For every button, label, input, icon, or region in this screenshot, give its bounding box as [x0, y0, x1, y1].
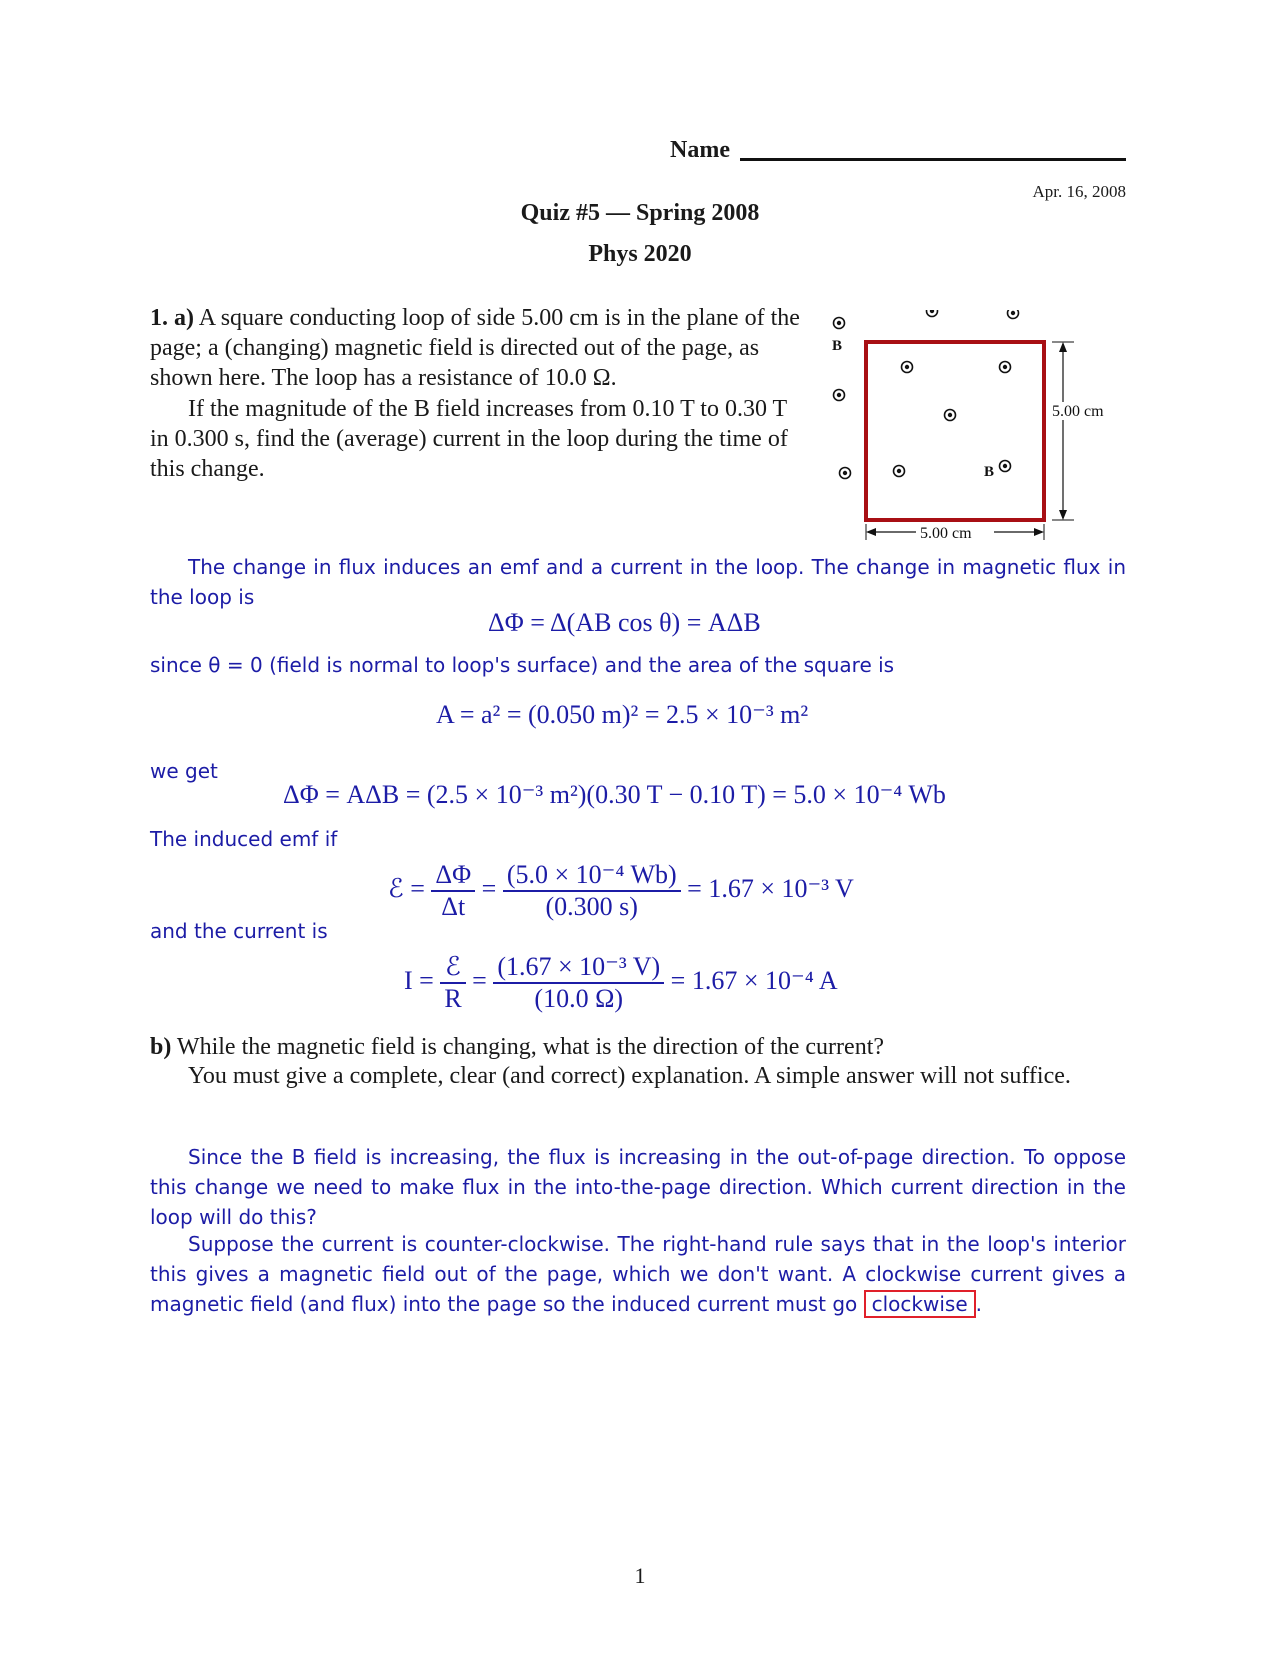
part-b-label: b): [150, 1034, 172, 1060]
current-lhs: I =: [404, 965, 434, 995]
b-field-label-inside: B: [984, 464, 995, 480]
equation-flux-value: ΔΦ = AΔB = (2.5 × 10⁻³ m²)(0.30 T − 0.10 T) = 5.0 × 10⁻⁴ Wb: [283, 780, 946, 809]
emf-fraction-1: $\frac{\Delta\Phi}{\Delta t}$: [431, 860, 475, 922]
answer-period: .: [975, 1292, 982, 1316]
solution-b-para-2: [150, 1229, 1126, 1319]
field-dots: [834, 310, 1019, 479]
solution-emf-intro: The induced emf if: [150, 827, 338, 851]
equation-flux-change: ΔΦ = Δ(AB cos θ) = AΔB: [488, 608, 761, 637]
emf-equals: =: [481, 873, 497, 903]
solution-b-para-2-text: Suppose the current is counter-clockwise. The right-hand rule says that in the loop's interior this gives a magnetic field out of the page, which we don't want. A clockwise current gives a magnetic field (and flux) into the page so the induced current must go: [150, 1232, 1126, 1316]
page-number: 1: [634, 1563, 646, 1588]
solution-we-get: we get: [150, 759, 218, 783]
dimension-label-right: 5.00 cm: [1052, 403, 1104, 420]
problem-part-a: [150, 303, 802, 393]
part-a-question: If the magnitude of the B field increases from 0.10 T to 0.30 T in 0.300 s, find the (average) current in the loop during the time of this change.: [150, 396, 788, 482]
equation-current: [404, 952, 838, 1014]
problem-number: 1.: [150, 305, 168, 331]
conducting-loop: [866, 342, 1044, 520]
solution-current-intro: and the current is: [150, 919, 328, 943]
part-a-label: a): [174, 305, 194, 331]
current-fraction-2: $\frac{\text{(1.67 × 10⁻³ V)}}{(10.0 \Omega)}$: [493, 952, 664, 1014]
solution-since: since θ = 0 (field is normal to loop's surface) and the area of the square is: [150, 653, 895, 677]
part-b-instructions: You must give a complete, clear (and correct) explanation. A simple answer will not suffice.: [188, 1063, 1071, 1089]
dimension-label-bottom: 5.00 cm: [920, 525, 972, 542]
solution-b-para-1: Since the B field is increasing, the flux is increasing in the out-of-page direction. To oppose this change we need to make flux in the into-the-page direction. Which current direction in the loop will do this?: [150, 1145, 1126, 1229]
emf-rhs: = 1.67 × 10⁻³ V: [687, 873, 854, 903]
part-a-text: A square conducting loop of side 5.00 cm is in the plane of the page; a (changing) magnetic field is directed out of the page, as shown here. The loop has a resistance of 10.0 Ω.: [150, 305, 800, 391]
course-title: Phys 2020: [588, 241, 692, 267]
name-line: [740, 158, 1126, 161]
quiz-title: Quiz #5 — Spring 2008: [520, 200, 760, 226]
current-fraction-1: $\frac{\text{ℰ}}{R}$: [440, 952, 465, 1014]
current-equals: =: [472, 965, 487, 995]
equation-area: A = a² = (0.050 m)² = 2.5 × 10⁻³ m²: [436, 700, 809, 729]
b-field-label: B: [832, 338, 843, 354]
part-b-text: While the magnetic field is changing, what is the direction of the current?: [176, 1034, 885, 1060]
emf-fraction-2: $\frac{\text{(5.0 × 10⁻⁴ Wb)}}{(0.300 s)}$: [503, 860, 681, 922]
problem-part-b: [150, 1032, 1126, 1062]
magnetic-field-figure: [820, 310, 1140, 555]
solution-intro: The change in flux induces an emf and a current in the loop. The change in magnetic flux in the loop is: [150, 555, 1126, 609]
answer-box: clockwise: [864, 1290, 976, 1318]
equation-emf: [388, 860, 854, 922]
emf-lhs: ℰ =: [388, 873, 425, 903]
quiz-date: Apr. 16, 2008: [1032, 182, 1126, 201]
current-rhs: = 1.67 × 10⁻⁴ A: [670, 965, 838, 995]
name-label: Name: [670, 137, 730, 163]
